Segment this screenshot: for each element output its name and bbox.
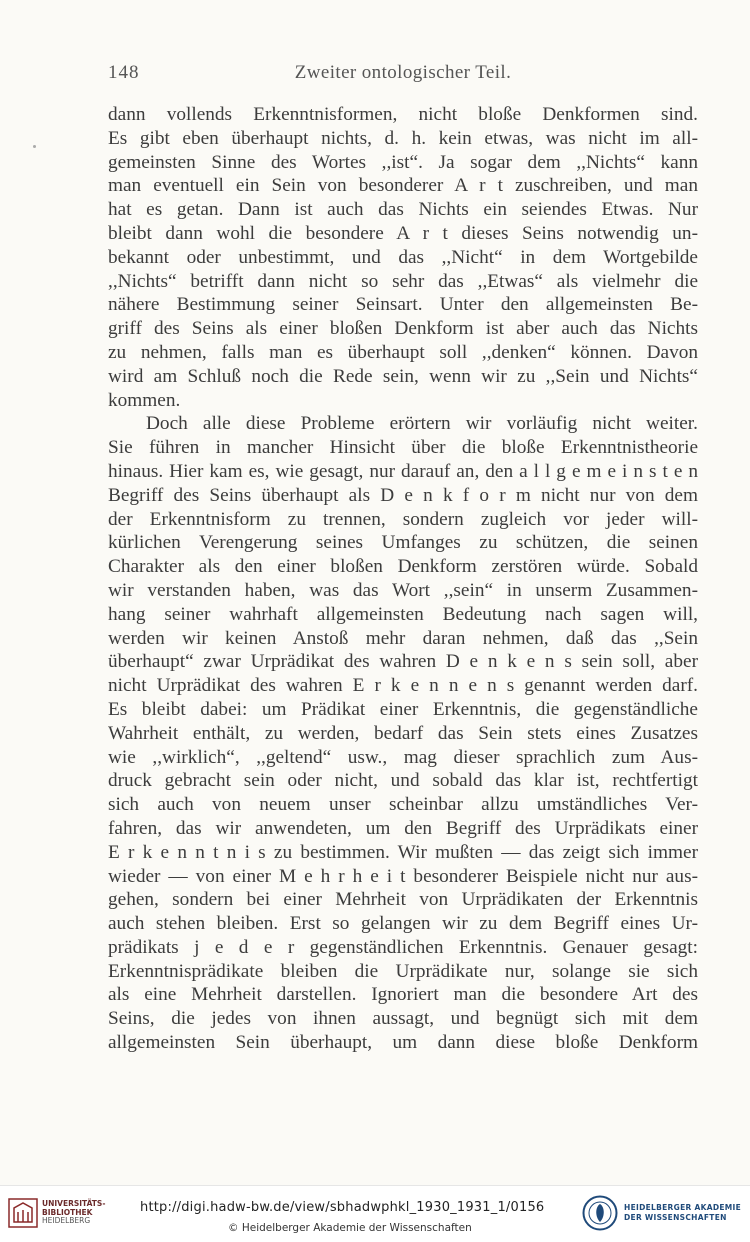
academy-seal-icon[interactable]	[582, 1195, 618, 1231]
text-line: Sie führen in mancher Hinsicht über die bloße Erkenntnistheorie	[108, 437, 698, 459]
running-title: Zweiter ontologischer Teil.	[294, 62, 512, 83]
text-line: überhaupt“ zwar Urprädikat des wahren D e n k e n s sein soll, aber	[108, 651, 698, 673]
library-name-line: BIBLIOTHEK	[42, 1207, 93, 1217]
text-line: E r k e n n t n i s zu bestimmen. Wir mußten — das zeigt sich immer	[108, 841, 698, 863]
text-line: hat es getan. Dann ist auch das Nichts ein seiendes Etwas. Nur	[108, 199, 698, 221]
academy-name[interactable]	[624, 1203, 741, 1223]
text-line: ,,Nichts“ betrifft dann nicht so sehr das ,,Etwas“ als vielmehr die	[108, 270, 698, 292]
text-line: Seins, die jedes von ihnen aussagt, und begnügt sich mit dem	[108, 1008, 698, 1030]
text-line: auch stehen bleiben. Erst so gelangen wir zu dem Begriff eines Ur-	[108, 913, 698, 935]
text-line: gemeinsten Sinne des Wortes ,,ist“. Ja sogar dem ,,Nichts“ kann	[108, 151, 698, 173]
academy-name-line: HEIDELBERGER AKADEMIE	[624, 1203, 742, 1212]
body-text	[108, 103, 698, 1055]
page-number: 148	[108, 62, 140, 83]
text-line: sich auch von neuem unser scheinbar allzu umständliches Ver-	[108, 794, 698, 816]
text-line: gehen, sondern bei einer Mehrheit von Urprädikaten der Erkenntnis	[108, 889, 698, 911]
text-line: als eine Mehrheit darstellen. Ignoriert man die besondere Art des	[108, 984, 698, 1006]
text-line: wieder — von einer M e h r h e i t besonderer Beispiele nicht nur aus-	[108, 865, 698, 887]
text-line: wird am Schluß noch die Rede sein, wenn wir zu ,,Sein und Nichts“	[108, 365, 698, 387]
text-line: wir verstanden haben, was das Wort ,,sein“ in unserm Zusammen-	[108, 579, 698, 601]
text-line: Doch alle diese Probleme erörtern wir vorläufig nicht weiter.	[146, 413, 698, 435]
text-line: zu nehmen, falls man es überhaupt soll ,,denken“ können. Davon	[108, 341, 698, 363]
running-header	[108, 62, 698, 90]
text-line: nähere Bestimmung seiner Seinsart. Unter den allgemeinsten Be-	[108, 294, 698, 316]
text-line: kommen.	[108, 389, 181, 411]
library-name-line: UNIVERSITÄTS-	[42, 1199, 106, 1208]
text-line: fahren, das wir anwendeten, um den Begriff des Urprädikats einer	[108, 817, 698, 839]
text-line: Wahrheit enthält, zu werden, bedarf das Sein stets eines Zusatzes	[108, 722, 698, 744]
text-line: Erkenntnisprädikate bleiben die Urprädikate nur, solange sie sich	[108, 960, 698, 982]
text-line: der Erkenntnisform zu trennen, sondern zugleich vor jeder will-	[108, 508, 698, 530]
text-line: nicht Urprädikat des wahren E r k e n n e n s genannt werden darf.	[108, 675, 698, 697]
text-line: wie ,,wirklich“, ,,geltend“ usw., mag dieser sprachlich zum Aus-	[108, 746, 698, 768]
permalink-url[interactable]: http://digi.hadw-bw.de/view/sbhadwphkl_1930_1931_1/0156	[140, 1200, 545, 1215]
university-library-logo-icon[interactable]	[8, 1198, 38, 1228]
page-speck	[33, 145, 36, 148]
copyright-notice: © Heidelberger Akademie der Wissenschaften	[228, 1222, 472, 1234]
text-line: dann vollends Erkenntnisformen, nicht bloße Denkformen sind.	[108, 104, 698, 125]
text-line: allgemeinsten Sein überhaupt, um dann diese bloße Denkform	[108, 1032, 698, 1054]
library-city: HEIDELBERG	[42, 1216, 91, 1225]
library-name[interactable]	[42, 1200, 105, 1226]
text-line: hinaus. Hier kam es, wie gesagt, nur darauf an, den a l l g e m e i n s t e n	[108, 460, 698, 482]
text-line: Es bleibt dabei: um Prädikat einer Erkenntnis, die gegenständliche	[108, 698, 698, 720]
text-line: griff des Seins als einer bloßen Denkform ist aber auch das Nichts	[108, 318, 698, 340]
text-line: Begriff des Seins überhaupt als D e n k f o r m nicht nur von dem	[108, 484, 698, 506]
text-line: hang seiner wahrhaft allgemeinsten Bedeutung nach sagen will,	[108, 603, 698, 625]
text-line: bleibt dann wohl die besondere A r t dieses Seins notwendig un-	[108, 222, 698, 244]
text-line: werden wir keinen Anstoß mehr daran nehmen, daß das ,,Sein	[108, 627, 698, 649]
text-line: druck gebracht sein oder nicht, und sobald das klar ist, rechtfertigt	[108, 770, 698, 792]
viewer-footer	[0, 1185, 750, 1242]
text-line: kürlichen Verengerung seines Umfanges zu schützen, die seinen	[108, 532, 698, 554]
text-line: prädikats j e d e r gegenständlichen Erkenntnis. Genauer gesagt:	[108, 936, 698, 958]
academy-name-line: DER WISSENSCHAFTEN	[624, 1213, 727, 1222]
text-line: bekannt oder unbestimmt, und das ,,Nicht“ in dem Wortgebilde	[108, 246, 698, 268]
text-line: Charakter als den einer bloßen Denkform zerstören würde. Sobald	[108, 556, 698, 578]
text-line: Es gibt eben überhaupt nichts, d. h. kein etwas, was nicht im all-	[108, 127, 698, 149]
text-line: man eventuell ein Sein von besonderer A r t zuschreiben, und man	[108, 175, 698, 197]
